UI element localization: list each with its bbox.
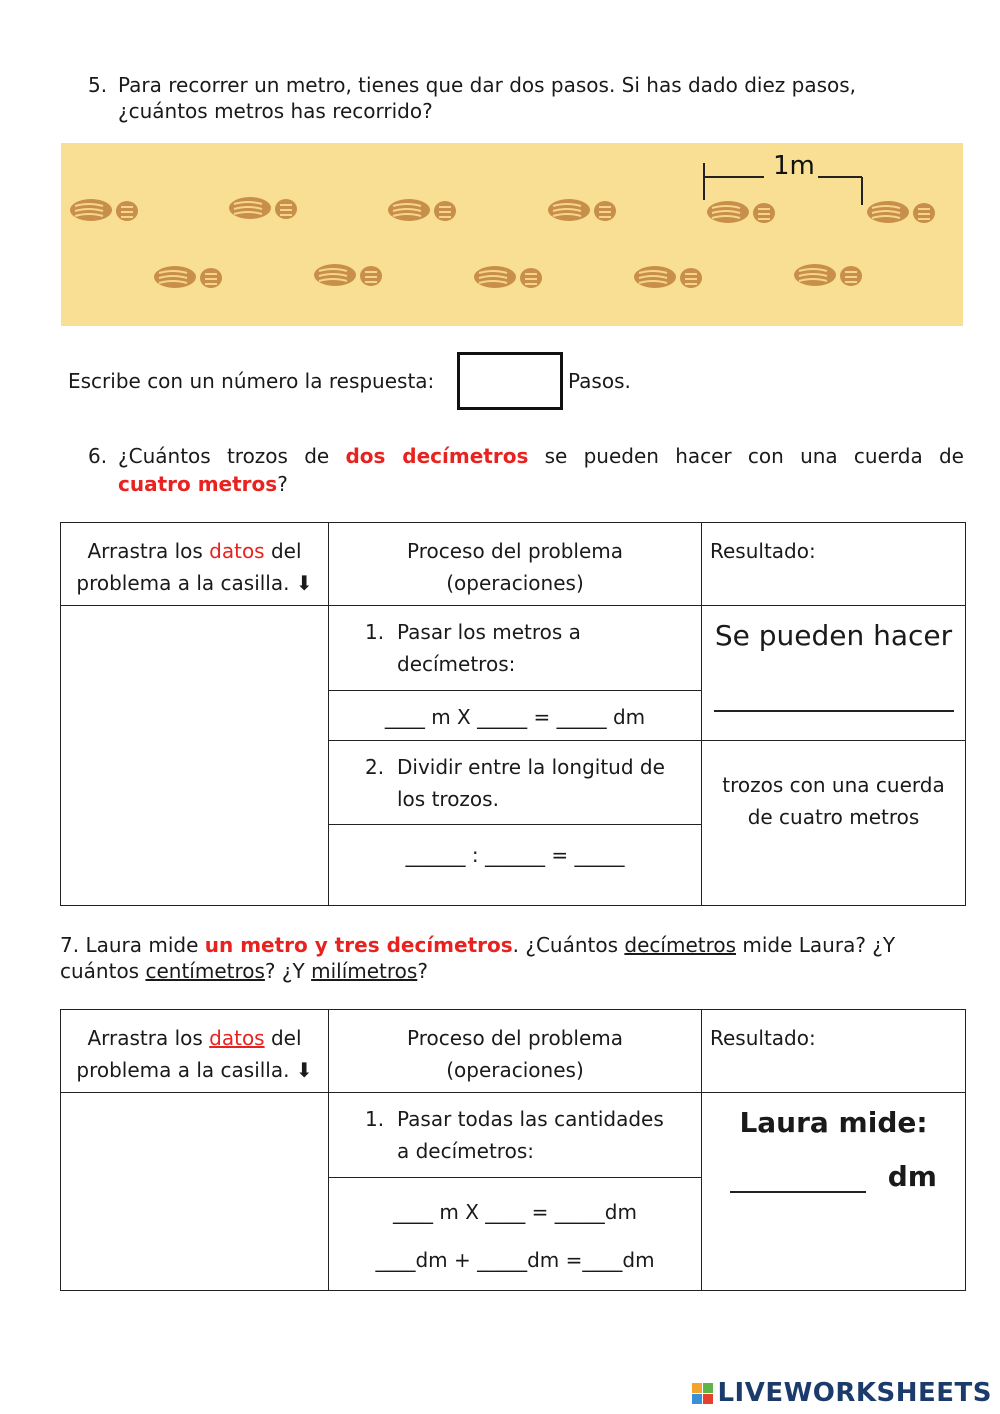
q7-drop-zone[interactable] — [61, 1093, 329, 1291]
q7-line2: cuántos centímetros? ¿Y milímetros? — [60, 959, 428, 983]
q6-result-blank[interactable] — [714, 698, 954, 712]
q7-line1: 7. Laura mide un metro y tres decímetros. ¿Cuántos decímetros mide Laura? ¿Y — [60, 933, 896, 957]
footprint-2 — [229, 197, 297, 219]
q6-highlight-2: cuatro metros — [118, 472, 278, 496]
q6-result-bottom: trozos con una cuerda de cuatro metros — [702, 741, 966, 906]
q6-header-process: Proceso del problema (operaciones) — [329, 523, 702, 606]
q6-highlight-1: dos decímetros — [345, 444, 529, 468]
q6-step-2: 2. Dividir entre la longitud de los trozos. — [329, 741, 702, 825]
q6-drop-zone[interactable] — [61, 606, 329, 906]
q6-line2: cuatro metros? — [118, 472, 288, 496]
answer-prompt: Escribe con un número la respuesta: — [68, 369, 435, 393]
q7-table — [60, 1009, 966, 1291]
q6-fill-1[interactable]: ____ m X _____ = _____ dm — [329, 691, 702, 741]
footprint-10 — [634, 266, 702, 288]
q7-fill-1[interactable]: ____ m X ____ = _____dm — [393, 1200, 637, 1224]
footprint-11 — [794, 264, 862, 286]
q7-fills — [329, 1178, 702, 1291]
brand-name: LIVEWORKSHEETS — [717, 1378, 992, 1408]
liveworksheets-logo — [692, 1378, 992, 1408]
footprints-illustration — [61, 143, 963, 326]
q5-line2: ¿cuántos metros has recorrido? — [118, 99, 433, 123]
q6-line1: 6. ¿Cuántos trozos de dos decímetros se pueden hacer con una cuerda de — [88, 444, 964, 468]
q6-header-result: Resultado: — [702, 523, 966, 606]
footprints-svg — [61, 143, 963, 326]
q7-fill-2[interactable]: ____dm + _____dm =____dm — [375, 1248, 655, 1272]
q6-step-1: 1. Pasar los metros a decímetros: — [329, 606, 702, 691]
footprint-1 — [70, 199, 138, 221]
q6-table — [60, 522, 966, 906]
logo-icon — [692, 1383, 713, 1404]
q7-header-process: Proceso del problema (operaciones) — [329, 1010, 702, 1093]
footprint-5 — [707, 201, 775, 223]
q7-highlight: un metro y tres decímetros — [204, 933, 513, 957]
footprint-9 — [474, 266, 542, 288]
footprint-7 — [154, 266, 222, 288]
footprint-4 — [548, 199, 616, 221]
q6-result-top: Se pueden hacer — [702, 606, 966, 741]
answer-unit: Pasos. — [568, 369, 631, 393]
q5-number: 5. — [88, 73, 108, 97]
q6-header-data: Arrastra los datos del problema a la casilla. ⬇ — [61, 523, 329, 606]
q7-step-1: 1. Pasar todas las cantidades a decímetros: — [329, 1093, 702, 1178]
footprint-6 — [867, 201, 935, 223]
footprint-3 — [388, 199, 456, 221]
q7-result-blank[interactable] — [730, 1167, 866, 1193]
answer-input-box[interactable] — [457, 352, 563, 410]
scale-label: 1m — [773, 151, 815, 181]
q7-header-data: Arrastra los datos del problema a la casilla. ⬇ — [61, 1010, 329, 1093]
q7-header-result: Resultado: — [702, 1010, 966, 1093]
footprint-8 — [314, 264, 382, 286]
q6-fill-2[interactable]: ______ : ______ = _____ — [329, 825, 702, 906]
q7-result: Laura mide: dm — [702, 1093, 966, 1291]
q5-line1: 5. Para recorrer un metro, tienes que dar dos pasos. Si has dado diez pasos, — [88, 73, 857, 97]
